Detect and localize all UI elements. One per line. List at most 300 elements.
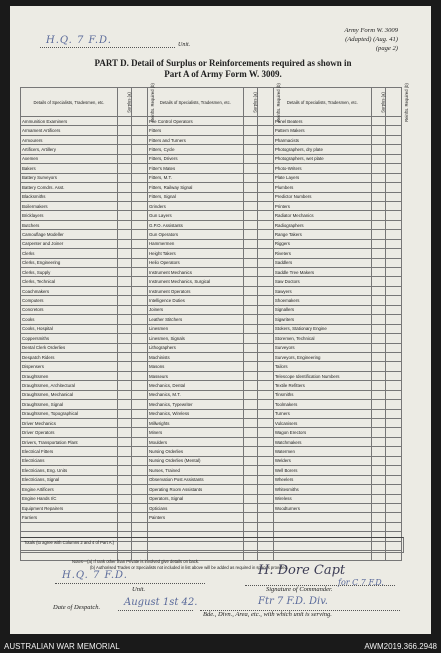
surplus-cell[interactable] (117, 183, 131, 192)
surplus-cell[interactable] (117, 447, 131, 456)
surplus-cell[interactable] (371, 211, 385, 220)
reinf-cell[interactable] (258, 296, 274, 305)
surplus-cell[interactable] (371, 220, 385, 229)
surplus-cell[interactable] (243, 466, 257, 475)
surplus-cell[interactable] (243, 117, 257, 126)
specialist-cell: Nursing Orderlies (147, 447, 243, 456)
specialist-cell: Fitters, Railway Signal (147, 183, 243, 192)
blank-cell[interactable] (386, 522, 402, 531)
reinf-cell[interactable] (132, 466, 148, 475)
surplus-cell[interactable] (117, 239, 131, 248)
surplus-cell[interactable] (117, 437, 131, 446)
surplus-cell[interactable] (243, 220, 257, 229)
blank-cell[interactable] (273, 522, 371, 531)
surplus-cell[interactable] (371, 305, 385, 314)
reinf-cell[interactable] (258, 352, 274, 361)
reinf-cell[interactable] (132, 503, 148, 512)
reinf-cell[interactable] (386, 239, 402, 248)
surplus-cell[interactable] (117, 211, 131, 220)
blank-cell[interactable] (147, 522, 243, 531)
surplus-cell[interactable] (371, 117, 385, 126)
surplus-cell[interactable] (243, 400, 257, 409)
surplus-cell[interactable] (371, 485, 385, 494)
reinf-cell[interactable] (258, 456, 274, 465)
surplus-cell[interactable] (371, 315, 385, 324)
reinf-cell[interactable] (132, 239, 148, 248)
reinf-cell[interactable] (132, 409, 148, 418)
surplus-cell[interactable] (243, 173, 257, 182)
surplus-cell[interactable] (371, 352, 385, 361)
reinf-cell[interactable] (258, 192, 274, 201)
reinf-cell[interactable] (132, 173, 148, 182)
specialist-cell: Sigwriters (273, 315, 371, 324)
surplus-cell[interactable] (117, 400, 131, 409)
surplus-cell[interactable] (371, 437, 385, 446)
reinf-cell[interactable] (132, 135, 148, 144)
reinf-cell[interactable] (258, 485, 274, 494)
surplus-cell[interactable] (371, 381, 385, 390)
reinf-cell[interactable] (386, 135, 402, 144)
reinf-cell[interactable] (386, 390, 402, 399)
table-row (21, 447, 402, 456)
reinf-cell[interactable] (132, 117, 148, 126)
blank-cell[interactable] (21, 522, 118, 531)
reinf-cell[interactable] (386, 183, 402, 192)
reinf-cell[interactable] (258, 230, 274, 239)
reinf-cell[interactable] (132, 400, 148, 409)
reinf-cell[interactable] (132, 145, 148, 154)
blank-row (21, 522, 402, 531)
blank-cell[interactable] (371, 522, 385, 531)
reinf-cell[interactable] (386, 305, 402, 314)
col3-reinf-label: Reinfts. Required (b) (404, 82, 410, 122)
reinf-cell[interactable] (386, 277, 402, 286)
reinf-cell[interactable] (132, 334, 148, 343)
reinf-cell[interactable] (258, 249, 274, 258)
surplus-cell[interactable] (243, 201, 257, 210)
surplus-cell[interactable] (243, 494, 257, 503)
reinf-cell[interactable] (258, 343, 274, 352)
surplus-cell[interactable] (243, 371, 257, 380)
specialist-cell: Armourers (21, 135, 118, 144)
reinf-cell[interactable] (258, 475, 274, 484)
signoff-unit-line (55, 583, 205, 584)
surplus-cell[interactable] (371, 334, 385, 343)
surplus-cell[interactable] (117, 390, 131, 399)
surplus-cell[interactable] (117, 164, 131, 173)
surplus-cell[interactable] (371, 154, 385, 163)
reinf-cell[interactable] (386, 324, 402, 333)
reinf-cell[interactable] (132, 305, 148, 314)
reinf-cell[interactable] (258, 145, 274, 154)
surplus-cell[interactable] (117, 220, 131, 229)
reinf-cell[interactable] (132, 286, 148, 295)
reinf-cell[interactable] (386, 258, 402, 267)
reinf-cell[interactable] (386, 475, 402, 484)
surplus-cell[interactable] (371, 249, 385, 258)
reinf-cell[interactable] (386, 447, 402, 456)
reinf-cell[interactable] (386, 315, 402, 324)
surplus-cell[interactable] (117, 305, 131, 314)
surplus-cell[interactable] (117, 475, 131, 484)
reinf-cell[interactable] (258, 183, 274, 192)
surplus-cell[interactable] (243, 164, 257, 173)
surplus-cell[interactable] (117, 173, 131, 182)
surplus-cell[interactable] (371, 277, 385, 286)
surplus-cell[interactable] (243, 324, 257, 333)
table-row (21, 277, 402, 286)
table-row (21, 352, 402, 361)
surplus-cell[interactable] (371, 145, 385, 154)
reinf-cell[interactable] (132, 277, 148, 286)
reinf-cell[interactable] (258, 258, 274, 267)
surplus-cell[interactable] (117, 409, 131, 418)
reinf-cell[interactable] (386, 296, 402, 305)
reinf-cell[interactable] (132, 475, 148, 484)
surplus-cell[interactable] (117, 371, 131, 380)
surplus-cell[interactable] (117, 154, 131, 163)
reinf-cell[interactable] (132, 201, 148, 210)
surplus-cell[interactable] (243, 447, 257, 456)
reinf-cell[interactable] (258, 362, 274, 371)
surplus-cell[interactable] (371, 466, 385, 475)
table-row (21, 513, 402, 522)
specialist-cell: Masseurs (147, 371, 243, 380)
reinf-cell[interactable] (386, 249, 402, 258)
reinf-cell[interactable] (132, 362, 148, 371)
surplus-cell[interactable] (243, 249, 257, 258)
surplus-cell[interactable] (243, 362, 257, 371)
surplus-cell[interactable] (371, 371, 385, 380)
reinf-cell[interactable] (386, 230, 402, 239)
reinf-cell[interactable] (386, 173, 402, 182)
surplus-cell[interactable] (371, 258, 385, 267)
surplus-cell[interactable] (243, 437, 257, 446)
surplus-cell[interactable] (117, 277, 131, 286)
surplus-cell[interactable] (117, 296, 131, 305)
reinf-cell[interactable] (132, 437, 148, 446)
reinf-cell[interactable] (132, 249, 148, 258)
reinf-cell[interactable] (132, 428, 148, 437)
surplus-cell[interactable] (243, 258, 257, 267)
reinf-cell[interactable] (132, 154, 148, 163)
reinf-cell[interactable] (258, 334, 274, 343)
surplus-cell[interactable] (243, 485, 257, 494)
surplus-cell[interactable] (117, 503, 131, 512)
blank-cell[interactable] (132, 522, 148, 531)
reinf-cell[interactable] (132, 485, 148, 494)
surplus-cell[interactable] (117, 494, 131, 503)
surplus-cell[interactable] (243, 192, 257, 201)
reinf-cell[interactable] (258, 447, 274, 456)
surplus-cell[interactable] (243, 475, 257, 484)
surplus-cell[interactable] (243, 409, 257, 418)
surplus-cell[interactable] (117, 145, 131, 154)
surplus-cell[interactable] (371, 173, 385, 182)
surplus-cell[interactable] (371, 390, 385, 399)
reinf-cell[interactable] (258, 466, 274, 475)
reinf-cell[interactable] (132, 352, 148, 361)
specialist-cell: Fitters, M.T. (147, 173, 243, 182)
reinf-cell[interactable] (258, 419, 274, 428)
reinf-cell[interactable] (132, 230, 148, 239)
reinf-cell[interactable] (132, 494, 148, 503)
surplus-cell[interactable] (243, 343, 257, 352)
specialist-cell: Battery Surveyors (21, 173, 118, 182)
surplus-cell[interactable] (243, 513, 257, 522)
reinf-cell[interactable] (386, 400, 402, 409)
specialist-cell: Driver Mechanics (21, 419, 118, 428)
surplus-cell[interactable] (371, 135, 385, 144)
reinf-cell[interactable] (386, 164, 402, 173)
surplus-cell[interactable] (117, 343, 131, 352)
reinf-cell[interactable] (258, 239, 274, 248)
reinf-cell[interactable] (386, 211, 402, 220)
reinf-cell[interactable] (132, 390, 148, 399)
surplus-cell[interactable] (117, 428, 131, 437)
surplus-cell[interactable] (243, 419, 257, 428)
reinf-cell[interactable] (386, 494, 402, 503)
reinf-cell[interactable] (258, 315, 274, 324)
blank-cell[interactable] (117, 522, 131, 531)
reinf-cell[interactable] (258, 220, 274, 229)
reinf-cell[interactable] (386, 117, 402, 126)
surplus-cell[interactable] (243, 135, 257, 144)
table-row (21, 494, 402, 503)
surplus-cell[interactable] (243, 315, 257, 324)
reinf-cell[interactable] (258, 126, 274, 135)
reinf-cell[interactable] (132, 183, 148, 192)
surplus-cell[interactable] (117, 230, 131, 239)
reinf-cell[interactable] (258, 503, 274, 512)
reinf-cell[interactable] (258, 409, 274, 418)
surplus-cell[interactable] (117, 466, 131, 475)
surplus-cell[interactable] (117, 286, 131, 295)
reinf-cell[interactable] (132, 164, 148, 173)
surplus-cell[interactable] (117, 381, 131, 390)
reinf-cell[interactable] (258, 390, 274, 399)
surplus-cell[interactable] (243, 381, 257, 390)
surplus-cell[interactable] (117, 419, 131, 428)
surplus-cell[interactable] (117, 456, 131, 465)
surplus-cell[interactable] (117, 135, 131, 144)
specialist-cell: Dental Clerk Orderlies (21, 343, 118, 352)
surplus-cell[interactable] (371, 343, 385, 352)
surplus-cell[interactable] (117, 258, 131, 267)
surplus-cell[interactable] (243, 126, 257, 135)
reinf-cell[interactable] (132, 268, 148, 277)
specialist-cell: Whitesmiths (273, 485, 371, 494)
surplus-cell[interactable] (243, 296, 257, 305)
reinf-cell[interactable] (132, 371, 148, 380)
reinf-cell[interactable] (386, 409, 402, 418)
specialist-cell: Fitters, Cycle (147, 145, 243, 154)
reinf-cell[interactable] (258, 494, 274, 503)
surplus-cell[interactable] (243, 390, 257, 399)
reinf-cell[interactable] (258, 211, 274, 220)
surplus-cell[interactable] (117, 117, 131, 126)
reinf-cell[interactable] (386, 334, 402, 343)
reinf-cell[interactable] (386, 192, 402, 201)
surplus-cell[interactable] (117, 192, 131, 201)
surplus-cell[interactable] (371, 324, 385, 333)
reinf-cell[interactable] (258, 277, 274, 286)
reinf-cell[interactable] (258, 173, 274, 182)
specialist-cell: Masons (147, 362, 243, 371)
surplus-cell[interactable] (371, 286, 385, 295)
reinf-cell[interactable] (258, 286, 274, 295)
reinf-cell[interactable] (258, 437, 274, 446)
reinf-cell[interactable] (132, 419, 148, 428)
blank-cell[interactable] (258, 522, 274, 531)
reinf-cell[interactable] (132, 126, 148, 135)
surplus-cell[interactable] (371, 456, 385, 465)
surplus-cell[interactable] (243, 277, 257, 286)
reinf-cell[interactable] (386, 343, 402, 352)
surplus-cell[interactable] (371, 513, 385, 522)
reinf-cell[interactable] (386, 466, 402, 475)
reinf-cell[interactable] (258, 324, 274, 333)
reinf-cell[interactable] (258, 371, 274, 380)
surplus-cell[interactable] (117, 126, 131, 135)
reinf-cell[interactable] (258, 305, 274, 314)
unit-label: Unit. (178, 42, 191, 48)
surplus-cell[interactable] (243, 239, 257, 248)
reinf-cell[interactable] (132, 258, 148, 267)
surplus-cell[interactable] (371, 183, 385, 192)
table-row (21, 428, 402, 437)
reinf-cell[interactable] (386, 456, 402, 465)
reinf-cell[interactable] (386, 362, 402, 371)
specialists-table (20, 82, 410, 561)
reinf-cell[interactable] (386, 485, 402, 494)
surplus-cell[interactable] (371, 164, 385, 173)
reinf-cell[interactable] (386, 145, 402, 154)
col3-surplus-header (371, 88, 385, 117)
reinf-cell[interactable] (386, 513, 402, 522)
surplus-cell[interactable] (243, 334, 257, 343)
surplus-cell[interactable] (243, 211, 257, 220)
reinf-cell[interactable] (258, 135, 274, 144)
surplus-cell[interactable] (371, 126, 385, 135)
surplus-cell[interactable] (371, 409, 385, 418)
surplus-cell[interactable] (117, 485, 131, 494)
surplus-cell[interactable] (371, 428, 385, 437)
bde-handwritten: Ftr 7 F.D. Div. (258, 596, 328, 607)
col2-reinf-label: Reinfts. Required (b) (276, 82, 282, 122)
reinf-cell[interactable] (386, 503, 402, 512)
surplus-cell[interactable] (371, 447, 385, 456)
surplus-cell[interactable] (371, 400, 385, 409)
reinf-cell[interactable] (132, 315, 148, 324)
surplus-cell[interactable] (371, 494, 385, 503)
col1-reinf-label: Reinfts. Required (b) (150, 82, 156, 122)
reinf-cell[interactable] (386, 126, 402, 135)
reinf-cell[interactable] (258, 513, 274, 522)
surplus-cell[interactable] (371, 419, 385, 428)
reinf-cell[interactable] (386, 371, 402, 380)
reinf-cell[interactable] (132, 296, 148, 305)
surplus-cell[interactable] (371, 192, 385, 201)
surplus-cell[interactable] (371, 296, 385, 305)
specialist-cell: Storemen, Technical (273, 334, 371, 343)
surplus-cell[interactable] (243, 352, 257, 361)
surplus-cell[interactable] (371, 362, 385, 371)
blank-cell[interactable] (243, 522, 257, 531)
surplus-cell[interactable] (243, 305, 257, 314)
reinf-cell[interactable] (132, 447, 148, 456)
surplus-cell[interactable] (117, 268, 131, 277)
surplus-cell[interactable] (243, 456, 257, 465)
surplus-cell[interactable] (117, 249, 131, 258)
reinf-cell[interactable] (132, 343, 148, 352)
surplus-cell[interactable] (243, 268, 257, 277)
table-row (21, 343, 402, 352)
surplus-cell[interactable] (371, 201, 385, 210)
surplus-cell[interactable] (117, 201, 131, 210)
surplus-cell[interactable] (117, 315, 131, 324)
reinf-cell[interactable] (258, 154, 274, 163)
surplus-cell[interactable] (243, 286, 257, 295)
surplus-cell[interactable] (117, 324, 131, 333)
reinf-cell[interactable] (386, 201, 402, 210)
reinf-cell[interactable] (132, 381, 148, 390)
table-row (21, 362, 402, 371)
surplus-cell[interactable] (371, 503, 385, 512)
surplus-cell[interactable] (117, 513, 131, 522)
reinf-cell[interactable] (132, 220, 148, 229)
reinf-cell[interactable] (386, 220, 402, 229)
reinf-cell[interactable] (258, 201, 274, 210)
reinf-cell[interactable] (386, 154, 402, 163)
surplus-cell[interactable] (371, 475, 385, 484)
surplus-cell[interactable] (371, 230, 385, 239)
reinf-cell[interactable] (258, 400, 274, 409)
surplus-cell[interactable] (117, 362, 131, 371)
reinf-cell[interactable] (132, 324, 148, 333)
reinf-cell[interactable] (132, 211, 148, 220)
reinf-cell[interactable] (132, 513, 148, 522)
surplus-cell[interactable] (243, 428, 257, 437)
reinf-cell[interactable] (386, 419, 402, 428)
surplus-cell[interactable] (243, 145, 257, 154)
reinf-cell[interactable] (386, 428, 402, 437)
reinf-cell[interactable] (386, 352, 402, 361)
reinf-cell[interactable] (386, 268, 402, 277)
col2-header: Details of Specialists, Tradesmen, etc. (147, 88, 243, 117)
surplus-cell[interactable] (243, 503, 257, 512)
reinf-cell[interactable] (132, 456, 148, 465)
reinf-cell[interactable] (258, 117, 274, 126)
surplus-cell[interactable] (243, 183, 257, 192)
reinf-cell[interactable] (258, 428, 274, 437)
reinf-cell[interactable] (386, 381, 402, 390)
surplus-cell[interactable] (371, 268, 385, 277)
surplus-cell[interactable] (117, 352, 131, 361)
surplus-cell[interactable] (371, 239, 385, 248)
reinf-cell[interactable] (386, 437, 402, 446)
surplus-cell[interactable] (243, 230, 257, 239)
specialist-cell: Clerks, Technical (21, 277, 118, 286)
reinf-cell[interactable] (132, 192, 148, 201)
reinf-cell[interactable] (258, 268, 274, 277)
surplus-cell[interactable] (117, 334, 131, 343)
specialist-cell: Riggers (273, 239, 371, 248)
reinf-cell[interactable] (258, 381, 274, 390)
reinf-cell[interactable] (258, 164, 274, 173)
reinf-cell[interactable] (386, 286, 402, 295)
surplus-cell[interactable] (243, 154, 257, 163)
